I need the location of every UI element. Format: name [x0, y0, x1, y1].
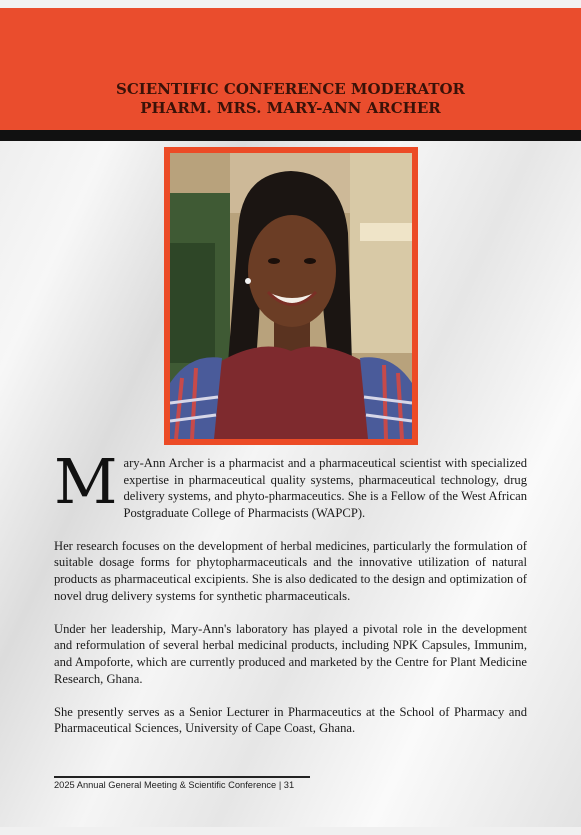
- drop-cap: M: [54, 445, 118, 518]
- page-title: [0, 80, 581, 118]
- page-bottom-edge: [0, 827, 581, 835]
- title-role: SCIENTIFIC CONFERENCE MODERATOR: [115, 80, 466, 98]
- page-footer: 2025 Annual General Meeting & Scientific Conference | 31: [54, 780, 295, 790]
- header-divider-bar: [0, 130, 581, 141]
- portrait-frame: [164, 147, 418, 445]
- portrait-photo: [170, 153, 412, 439]
- bio-paragraph-1: [54, 445, 527, 521]
- header-banner: [0, 8, 581, 130]
- bio-paragraph-2: Her research focuses on the development of herbal medicines, particularly the formulation of suitable dosage forms for phytopharmaceuticals and the innovative utilization of natural products as pharmaceutical excipients. She is also dedicated to the design and optimization of novel drug delivery systems for synthetic pharmaceuticals.: [54, 538, 527, 603]
- bio-paragraph-3: Under her leadership, Mary-Ann's laboratory has played a pivotal role in the development and reformulation of several herbal medicinal products, including NPK Capsules, Immunim, and Ampoforte, which are currently produced and marketed by the Centre for Plant Medicine Research, Ghana.: [54, 621, 527, 686]
- title-name: PHARM. MRS. MARY-ANN ARCHER: [140, 99, 441, 117]
- bio-paragraph-4: She presently serves as a Senior Lecturer in Pharmaceutics at the School of Pharmacy and Pharmaceutical Sciences, University of Cape Coast, Ghana.: [54, 704, 527, 736]
- portrait-illustration: [170, 153, 412, 439]
- biography: [54, 445, 527, 753]
- bio-paragraph-1-text: ary-Ann Archer is a pharmacist and a pharmaceutical scientist with specialized expertise in pharmaceutical quality systems, pharmaceutical technology, drug delivery systems, and phyto-pharmaceutics. She is a Fellow of the West African Postgraduate College of Pharmacists (WAPCP).: [123, 456, 527, 520]
- page-top-edge: [0, 0, 581, 8]
- footer-rule: [54, 776, 310, 778]
